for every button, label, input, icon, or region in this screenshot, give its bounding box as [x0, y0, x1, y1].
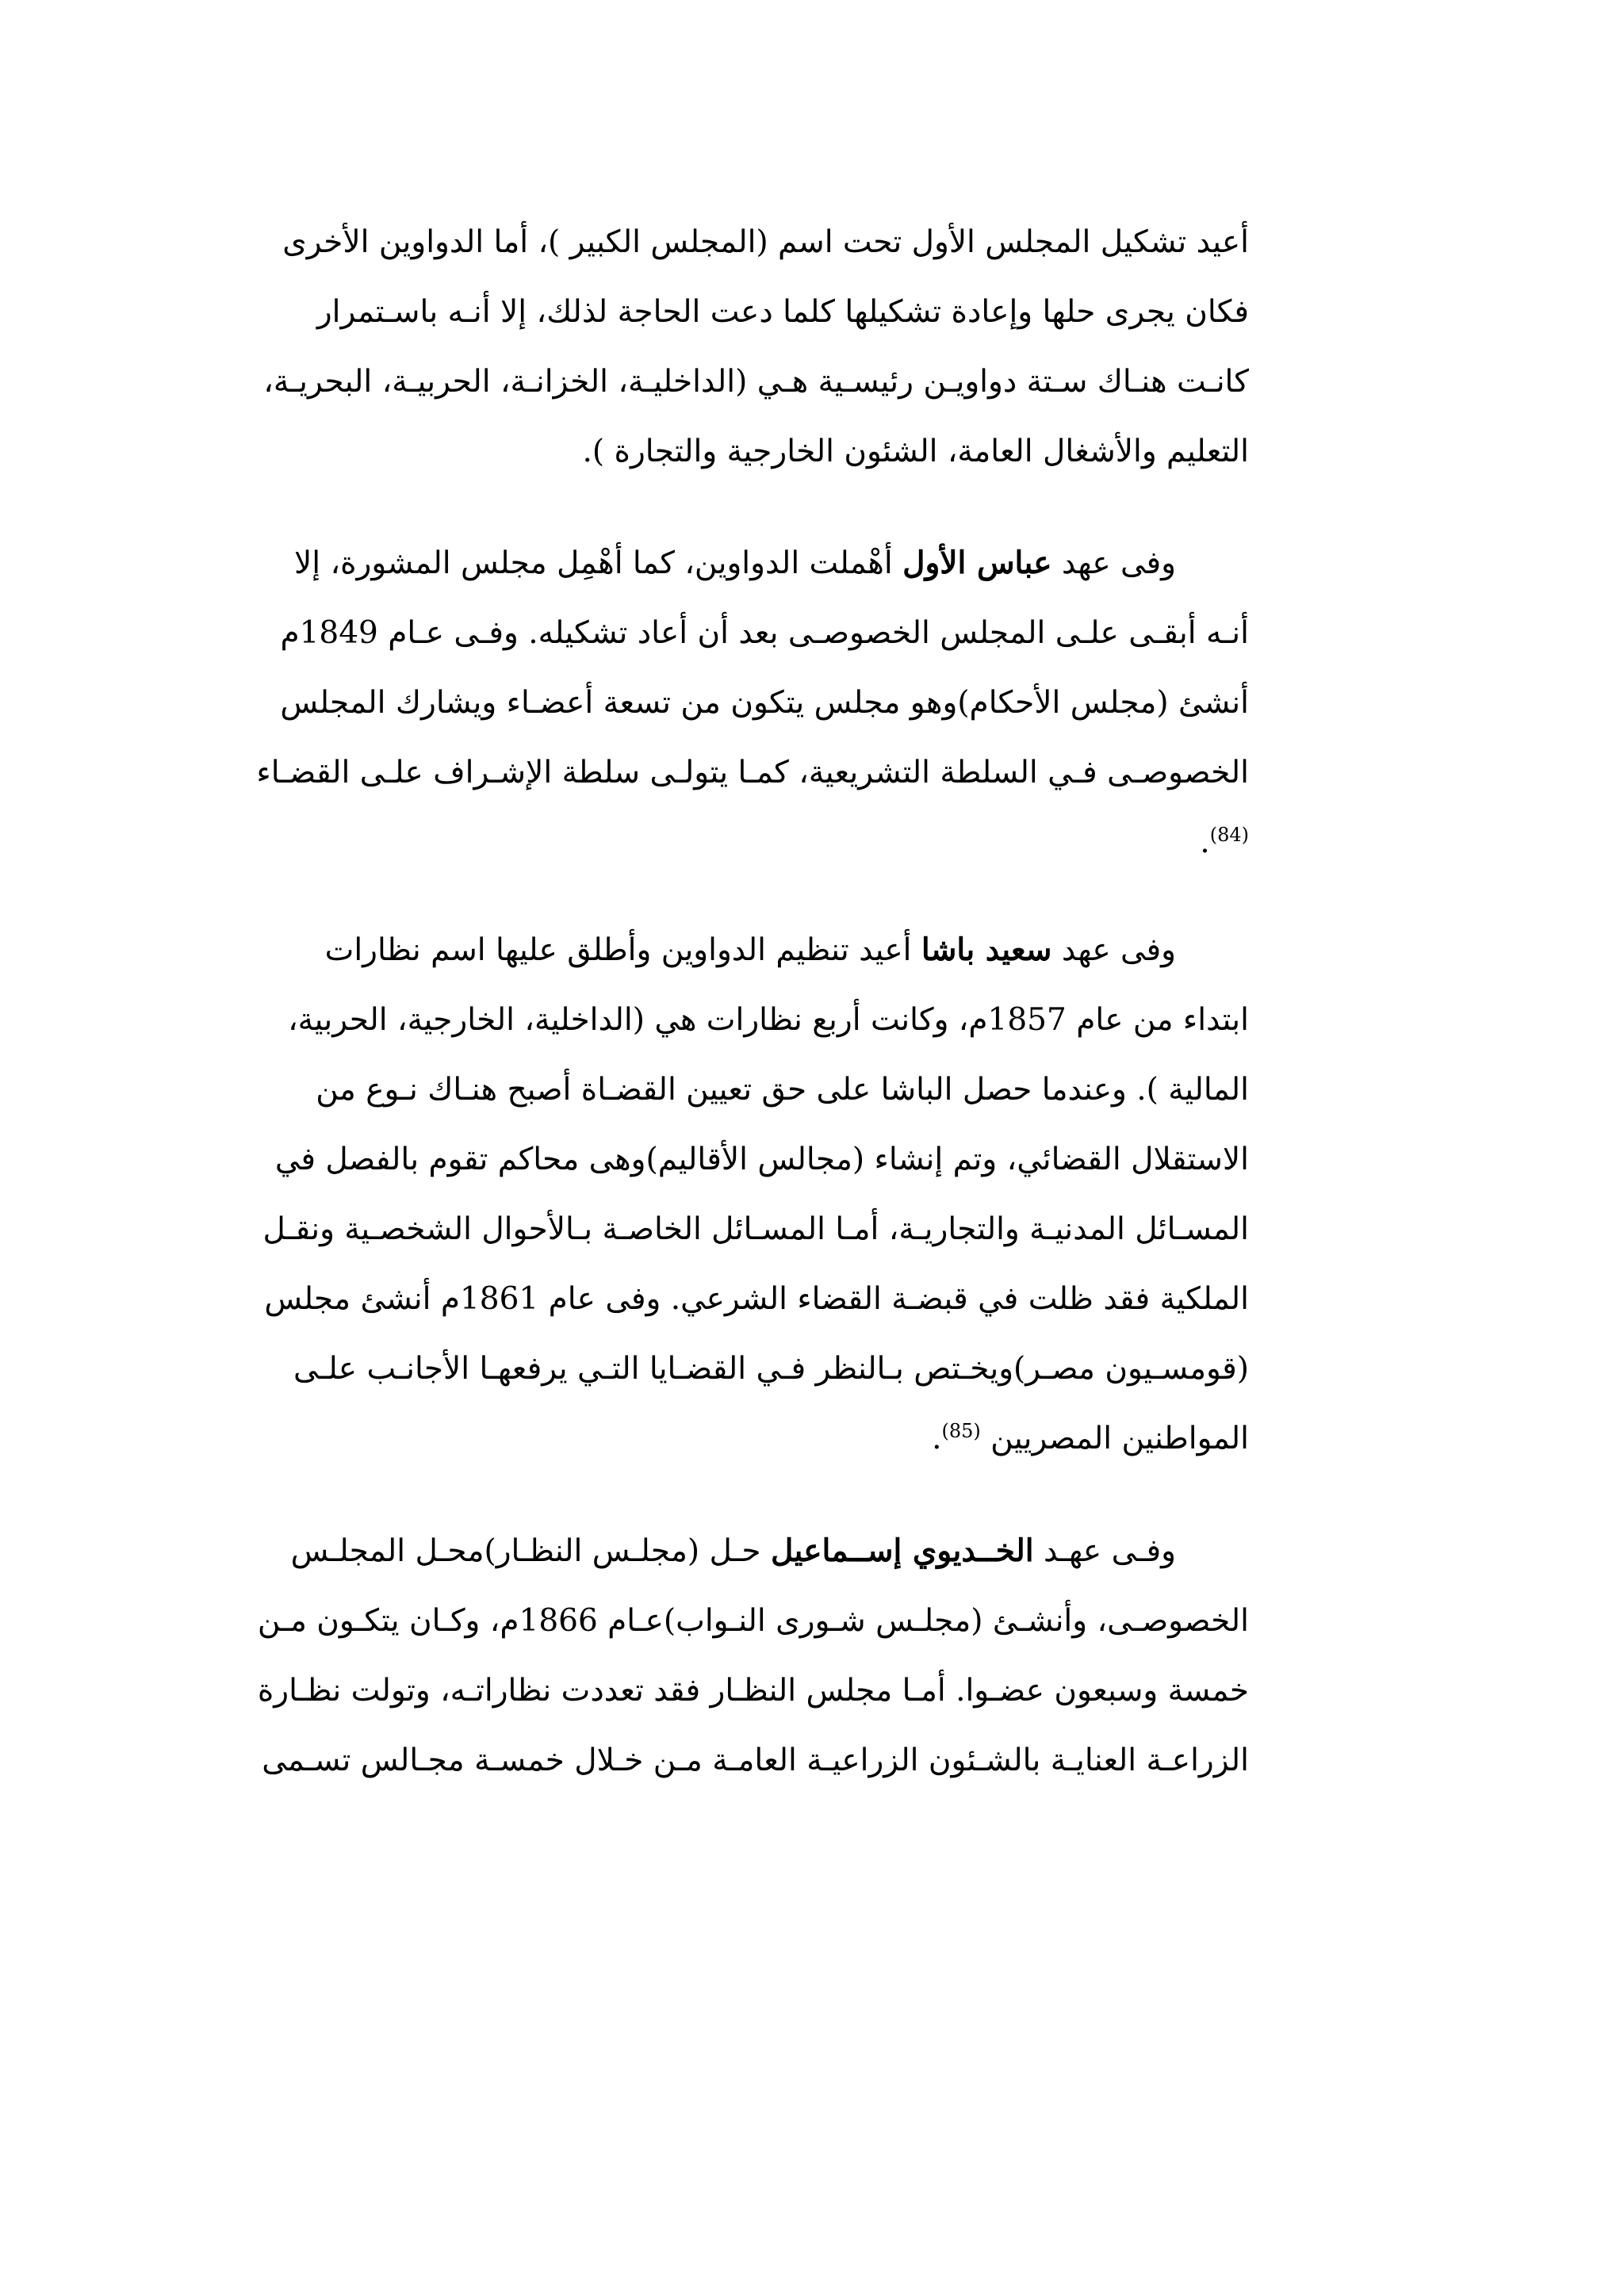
- paragraph-line: كانـت هنـاك سـتة دواويـن رئيسـية هـي (الداخليـة، الخزانـة، الحربيـة، البحريـة،: [263, 364, 1249, 400]
- paragraph-4: [257, 1516, 1249, 1796]
- paragraph-first-line: [290, 1516, 1249, 1586]
- ruler-name: سعيد باشا: [921, 932, 1052, 968]
- lead-text: وفى عهد: [1061, 545, 1176, 581]
- lead-text: وفـى عهـد: [1044, 1533, 1176, 1569]
- paragraph-line: الاستقلال القضائي، وتم إنشاء (مجالس الأقاليم)وهى محاكم تقوم بالفصل في: [274, 1142, 1249, 1177]
- paragraph-line: فكان يجرى حلها وإعادة تشكيلها كلما دعت الحاجة لذلك، إلا أنـه باسـتمرار: [316, 294, 1249, 330]
- line-text: حـل (مجلـس النظـار)محـل المجلـس: [290, 1533, 761, 1569]
- lead-text: وفى عهد: [1061, 932, 1176, 968]
- paragraph-line: الخصوصـى، وأنشـئ (مجلـس شـورى النـواب)عـام 1866م، وكـان يتكـون مـن: [257, 1603, 1249, 1639]
- paragraph-3: [262, 915, 1249, 1474]
- paragraph-line: أنـه أبقـى علـى المجلس الخصوصـى بعد أن أعاد تشكيله. وفـى عـام 1849م: [280, 615, 1249, 651]
- paragraph-line: ابتداء من عام 1857م، وكانت أربع نظارات هي (الداخلية، الخارجية، الحربية،: [288, 1002, 1249, 1038]
- paragraph-last-line: [341, 1404, 1249, 1474]
- paragraph-line: أنشئ (مجلس الأحكام)وهو مجلس يتكون من تسعة أعضـاء ويشارك المجلس: [280, 685, 1249, 721]
- ruler-name: عباس الأول: [902, 545, 1052, 581]
- ruler-name: الخــديوي إســماعيل: [770, 1533, 1034, 1569]
- footnote-ref: (85): [941, 1420, 981, 1442]
- paragraph-line: المسـائل المدنيـة والتجاريـة، أمـا المسـائل الخاصـة بـالأحوال الشخصـية ونقـل: [262, 1211, 1249, 1247]
- paragraph-last-line: [341, 808, 1249, 878]
- paragraph-2: [256, 528, 1249, 878]
- line-text: أعيد تنظيم الدواوين وأطلق عليها اسم نظارات: [324, 932, 912, 968]
- paragraph-line: التعليم والأشغال العامة، الشئون الخارجية والتجارة ).: [582, 434, 1249, 469]
- line-text: المواطنين المصريين: [990, 1421, 1249, 1456]
- paragraph-line: الخصوصـى فـي السلطة التشريعية، كمـا يتولـى سلطة الإشـراف علـى القضـاء: [256, 755, 1249, 790]
- paragraph-1: [263, 208, 1249, 487]
- paragraph-first-line: [324, 915, 1249, 985]
- period: .: [932, 1421, 942, 1456]
- period: .: [1200, 825, 1210, 860]
- paragraph-line: أعيد تشكيل المجلس الأول تحت اسم (المجلس الكبير )، أما الدواوين الأخرى: [282, 224, 1249, 260]
- footnote-ref: (84): [1209, 824, 1249, 846]
- line-text: أهْملت الدواوين، كما أهْمِل مجلس المشورة، إلا: [294, 545, 893, 581]
- paragraph-line: الزراعـة العنايـة بالشـئون الزراعيـة العامـة مـن خـلال خمسـة مجـالس تسـمى: [262, 1743, 1249, 1778]
- paragraph-line: الملكية فقد ظلت في قبضـة القضاء الشرعي. وفى عام 1861م أنشئ مجلس: [264, 1281, 1249, 1317]
- paragraph-line: المالية ). وعندما حصل الباشا على حق تعيين القضـاة أصبح هنـاك نـوع من: [316, 1072, 1249, 1108]
- paragraph-first-line: [294, 528, 1249, 599]
- paragraph-line: (قومسـيون مصـر)ويخـتص بـالنظر فـي القضـايا التـي يرفعهـا الأجانـب علـى: [293, 1351, 1249, 1387]
- paragraph-line: خمسة وسبعون عضـوا. أمـا مجلس النظـار فقد تعددت نظاراتـه، وتولت نظـارة: [257, 1673, 1249, 1709]
